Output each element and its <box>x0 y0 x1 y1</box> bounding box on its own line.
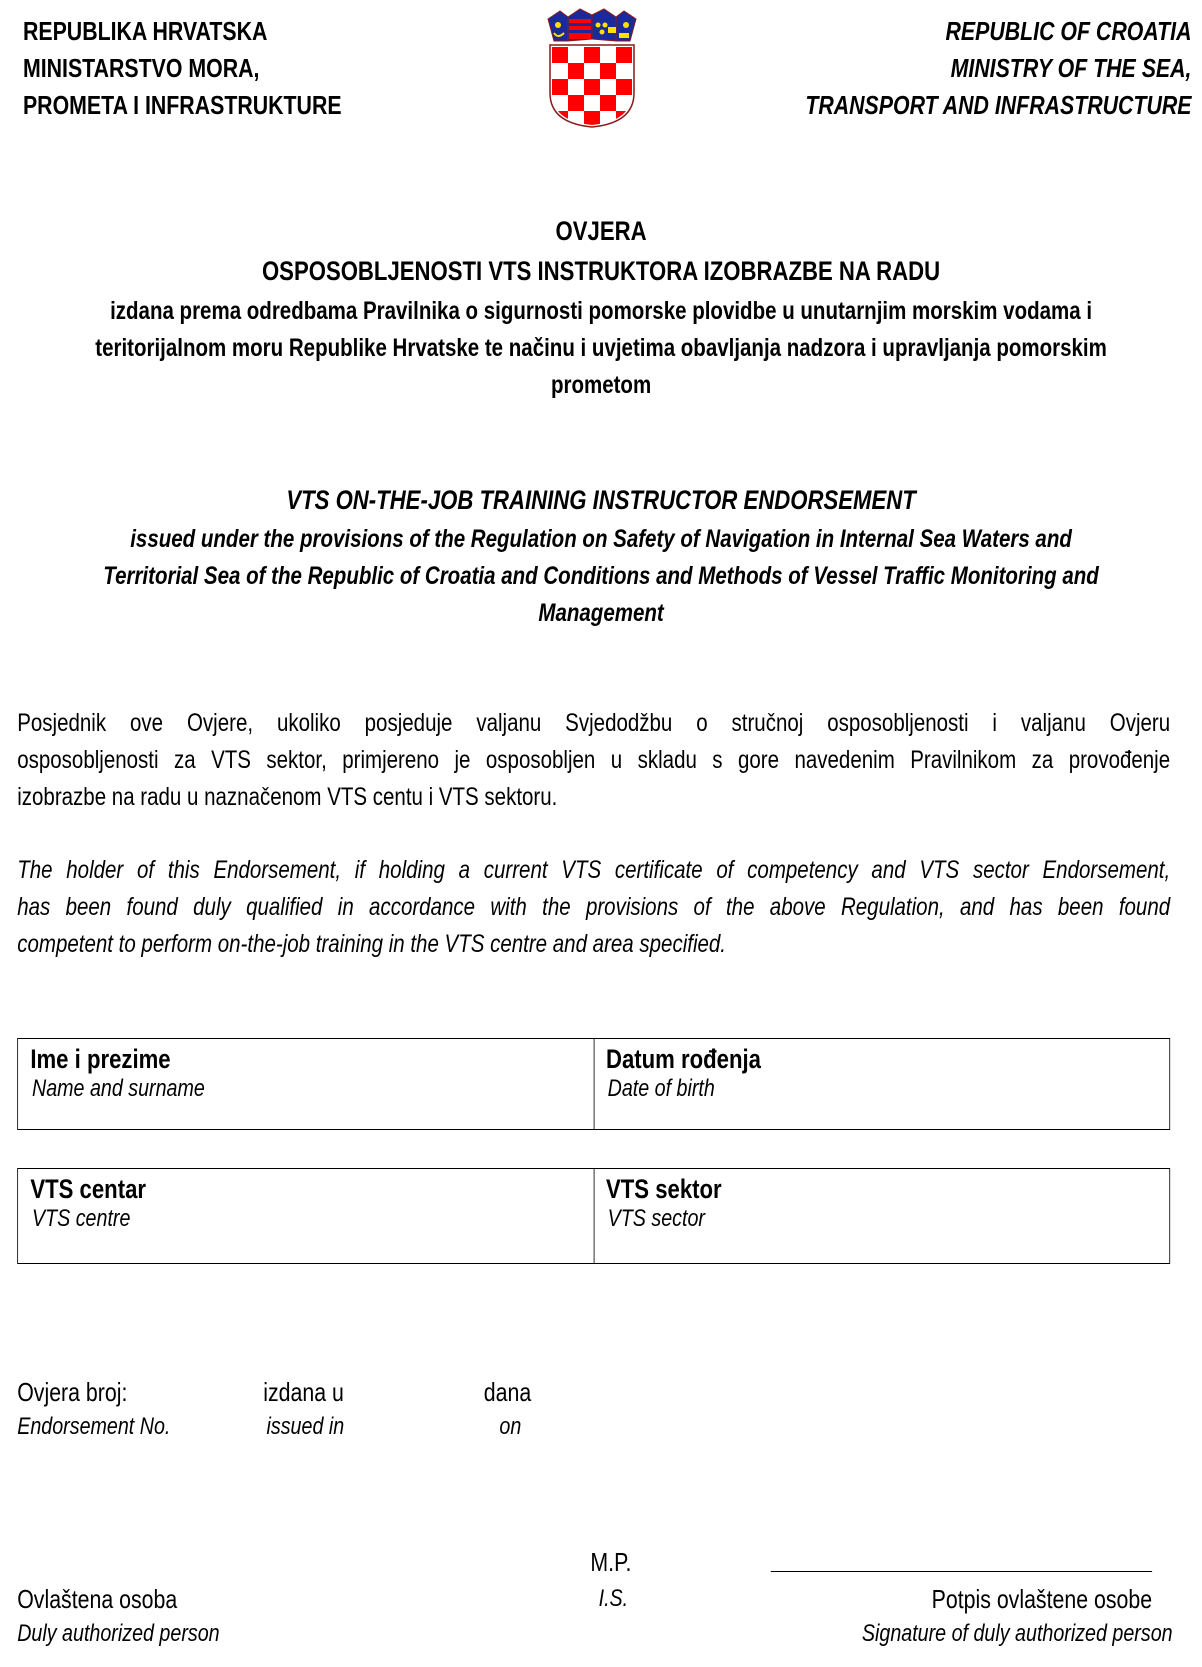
vts-sector-label-en: VTS sector <box>607 1205 705 1232</box>
header-left-line-3: PROMETA I INFRASTRUKTURE <box>22 90 342 120</box>
endorsement-number-label-en: Endorsement No. <box>17 1413 171 1440</box>
seal-label-en: I.S. <box>598 1585 629 1612</box>
divider <box>594 1039 595 1129</box>
paragraph-hr <box>17 711 1170 822</box>
seal-label: M.P. <box>590 1547 632 1577</box>
dob-label-en: Date of birth <box>607 1075 715 1102</box>
paragraph-en-line: competent to perform on-the-job training in the VTS centre and area specified. <box>17 930 727 958</box>
paragraph-en-line: has been found duly qualified in accordance with the provisions of the above Regulation, and has been found <box>17 893 1171 921</box>
paragraph-hr-line: izobrazbe na radu u naznačenom VTS centu i VTS sektoru. <box>17 783 558 811</box>
subtitle-en-3: Management <box>538 599 664 627</box>
issued-in-label: izdana u <box>263 1377 344 1407</box>
header-left-line-2: MINISTARSTVO MORA, <box>22 53 260 83</box>
date-label: dana <box>483 1377 532 1407</box>
paragraph-hr-line: Posjednik ove Ovjere, ukoliko posjeduje valjanu Svjedodžbu o stručnoj osposobljenosti i valjanu Ovjeru <box>17 709 1171 737</box>
paragraph-hr-line: osposobljenosti za VTS sektor, primjereno je osposobljen u skladu s gore navedenim Pravilnikom za provođenje <box>17 746 1171 774</box>
subtitle-hr-2: teritorijalnom moru Republike Hrvatske te načinu i uvjetima obavljanja nadzora i upravljanja pomorskim <box>95 334 1107 362</box>
header-left-line-1: REPUBLIKA HRVATSKA <box>22 16 268 46</box>
date-label-en: on <box>499 1413 522 1440</box>
header-right-line-1: REPUBLIC OF CROATIA <box>945 16 1192 46</box>
vts-centre-label-en: VTS centre <box>31 1205 131 1232</box>
paragraph-en <box>17 858 1170 969</box>
header-right-line-2: MINISTRY OF THE SEA, <box>950 53 1192 83</box>
signature-line <box>771 1571 1152 1572</box>
dob-label: Datum rođenja <box>605 1044 761 1074</box>
endorsement-number-label: Ovjera broj: <box>17 1377 128 1407</box>
issued-in-label-en: issued in <box>266 1413 345 1440</box>
header-right-line-3: TRANSPORT AND INFRASTRUCTURE <box>805 90 1192 120</box>
title-hr: OSPOSOBLJENOSTI VTS INSTRUKTORA IZOBRAZBE NA RADU <box>261 256 941 286</box>
vts-details-table <box>17 1168 1170 1264</box>
subtitle-en-1: issued under the provisions of the Regulation on Safety of Navigation in Internal Sea Waters and <box>130 525 1072 553</box>
subtitle-hr-1: izdana prema odredbama Pravilnika o sigurnosti pomorske plovidbe u unutarnjim morskim vodama i <box>110 297 1093 325</box>
signature-label: Potpis ovlaštene osobe <box>931 1584 1153 1614</box>
title-ovjera: OVJERA <box>555 216 647 246</box>
authorized-person-label-en: Duly authorized person <box>17 1620 220 1647</box>
paragraph-en-line: The holder of this Endorsement, if holding a current VTS certificate of competency and VTS sector Endorsement, <box>17 856 1171 884</box>
signature-label-en: Signature of duly authorized person <box>861 1620 1173 1647</box>
authorized-person-label: Ovlaštena osoba <box>17 1584 178 1614</box>
vts-centre-label: VTS centar <box>30 1174 147 1204</box>
subtitle-en-2: Territorial Sea of the Republic of Croatia and Conditions and Methods of Vessel Traffic Monitoring and <box>103 562 1099 590</box>
subtitle-hr-3: prometom <box>550 371 652 399</box>
name-label: Ime i prezime <box>30 1044 171 1074</box>
name-label-en: Name and surname <box>31 1075 205 1102</box>
personal-details-table <box>17 1038 1170 1130</box>
divider <box>594 1169 595 1263</box>
title-en: VTS ON-THE-JOB TRAINING INSTRUCTOR ENDORSEMENT <box>286 485 916 515</box>
vts-sector-label: VTS sektor <box>605 1174 722 1204</box>
